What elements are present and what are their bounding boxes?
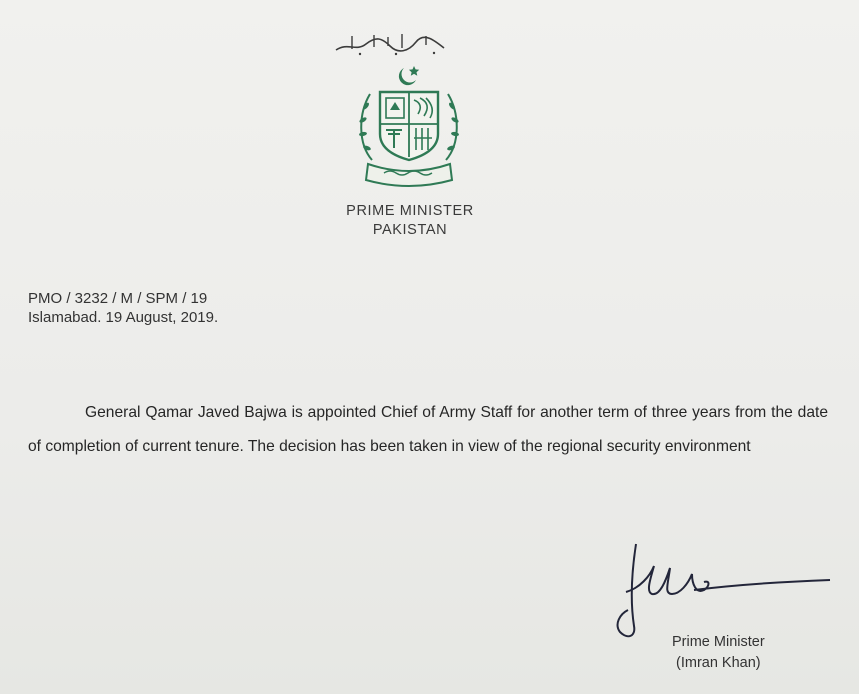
body-paragraph: General Qamar Javed Bajwa is appointed Chief of Army Staff for another term of three years from the date of completion of current tenure. The decision has been taken in view of the regional security environment	[28, 404, 828, 455]
signatory-title: Prime Minister	[672, 634, 765, 650]
office-line-1: PRIME MINISTER	[346, 203, 474, 219]
place-and-date: Islamabad. 19 August, 2019.	[28, 309, 219, 326]
office-title	[300, 202, 520, 240]
reference-number: PMO / 3232 / M / SPM / 19	[28, 290, 208, 307]
state-emblem-icon	[354, 64, 464, 192]
reference-block	[28, 289, 218, 327]
bismillah-calligraphy	[330, 30, 450, 58]
office-line-2: PAKISTAN	[372, 222, 448, 238]
letter-body	[28, 396, 828, 464]
signatory-block	[672, 632, 765, 674]
signatory-name: (Imran Khan)	[676, 655, 761, 671]
